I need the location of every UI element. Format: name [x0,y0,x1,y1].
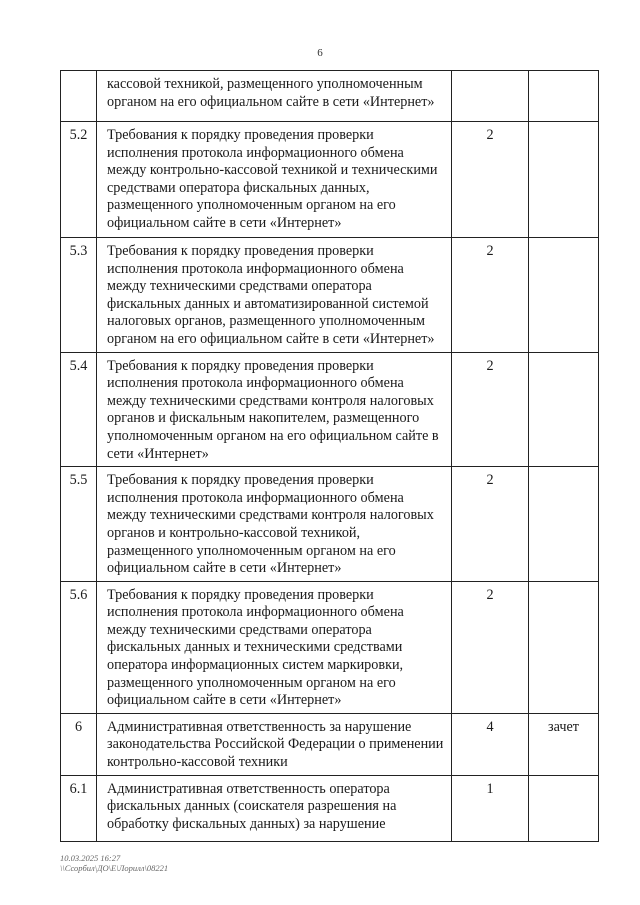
assessment-form [529,122,599,238]
table-row [61,71,599,122]
assessment-form: зачет [529,713,599,775]
assessment-form [529,352,599,467]
assessment-form [529,71,599,122]
table-row [61,467,599,582]
assessment-form [529,238,599,353]
table-row [61,122,599,238]
section-number: 5.6 [61,581,97,713]
hours-count: 1 [452,775,529,841]
table-row [61,713,599,775]
hours-count: 2 [452,238,529,353]
section-number: 6.1 [61,775,97,841]
footer-timestamp: 10.03.2025 16:27 [60,853,121,863]
section-title: Требования к порядку проведения проверки исполнения протокола информационного обмена между техническими средствами оператора фискальных данных и автоматизированной системой налоговых органов, размещенного уполномоченным органом на его официальном сайте в сети «Интернет» [97,238,452,353]
table-row [61,775,599,841]
table-row [61,352,599,467]
footer-file-path: \\Ссорбил\ДО\Е\Лорилл\08221 [60,863,169,873]
hours-count: 2 [452,352,529,467]
section-number: 5.4 [61,352,97,467]
section-title: кассовой техникой, размещенного уполномоченным органом на его официальном сайте в сети «Интернет» [97,71,452,122]
hours-count: 2 [452,581,529,713]
section-number: 5.5 [61,467,97,582]
hours-count: 2 [452,467,529,582]
section-title: Требования к порядку проведения проверки исполнения протокола информационного обмена между техническими средствами контроля налоговых органов и контрольно-кассовой техникой, размещенного уполномоченным органом на его официальном сайте в сети «Интернет» [97,467,452,582]
assessment-form [529,467,599,582]
hours-count: 2 [452,122,529,238]
table-row [61,581,599,713]
section-number: 5.3 [61,238,97,353]
table-row [61,238,599,353]
footer-stamp [60,853,168,873]
section-title: Административная ответственность оператора фискальных данных (соискателя разрешения на обработку фискальных данных) за нарушение [97,775,452,841]
section-title: Административная ответственность за нарушение законодательства Российской Федерации о применении контрольно-кассовой техники [97,713,452,775]
section-title: Требования к порядку проведения проверки исполнения протокола информационного обмена между контрольно-кассовой техникой и техническими средствами оператора фискальных данных, размещенного уполномоченным органом на его официальном сайте в сети «Интернет» [97,122,452,238]
section-number: 6 [61,713,97,775]
section-number: 5.2 [61,122,97,238]
section-title: Требования к порядку проведения проверки исполнения протокола информационного обмена между техническими средствами контроля налоговых органов и фискальным накопителем, размещенного уполномоченным органом на его официальном сайте в сети «Интернет» [97,352,452,467]
section-number [61,71,97,122]
section-title: Требования к порядку проведения проверки исполнения протокола информационного обмена между техническими средствами оператора фискальных данных и техническими средствами оператора информационных систем маркировки, размещенного уполномоченным органом на его официальном сайте в сети «Интернет» [97,581,452,713]
assessment-form [529,581,599,713]
assessment-form [529,775,599,841]
page-number: 6 [317,47,323,59]
hours-count [452,71,529,122]
hours-count: 4 [452,713,529,775]
table-body [61,71,599,842]
curriculum-table [60,70,599,842]
